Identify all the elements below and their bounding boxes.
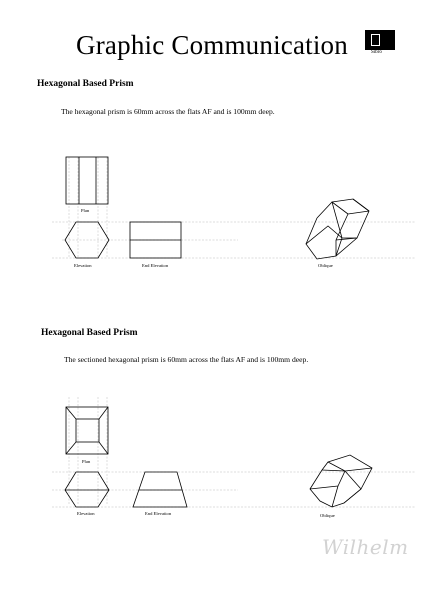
section1-end-elevation-drawing (130, 222, 181, 258)
section2-plan-drawing (66, 407, 108, 454)
section1-plan-label: Plan (81, 208, 90, 213)
section2-end-elevation-drawing (133, 472, 187, 507)
section2-text: The sectioned hexagonal prism is 60mm across the flats AF and is 100mm deep. (64, 355, 309, 364)
section1-oblique-drawing (306, 199, 369, 259)
logo-caption: Sibro (371, 50, 382, 55)
section2-oblique-label: Oblique (320, 513, 335, 518)
section1-oblique-label: Oblique (318, 263, 333, 268)
section2-plan-label: Plan (82, 459, 91, 464)
section2-elevation-hexagon (65, 472, 109, 507)
section2-heading: Hexagonal Based Prism (41, 328, 138, 338)
page-title: Graphic Communication (76, 30, 348, 60)
section1-heading: Hexagonal Based Prism (37, 79, 134, 89)
section2-oblique-drawing (310, 455, 372, 507)
watermark-signature: Wilhelm (322, 535, 409, 559)
section2-elevation-label: Elevation (77, 511, 95, 516)
section1-end-elevation-label: End Elevation (142, 263, 169, 268)
section1-text: The hexagonal prism is 60mm across the flats AF and is 100mm deep. (61, 107, 275, 116)
section1-plan-drawing (66, 157, 108, 204)
section2-end-elevation-label: End Elevation (145, 511, 172, 516)
section1-elevation-label: Elevation (74, 263, 92, 268)
section1-construction-lines (52, 157, 415, 258)
